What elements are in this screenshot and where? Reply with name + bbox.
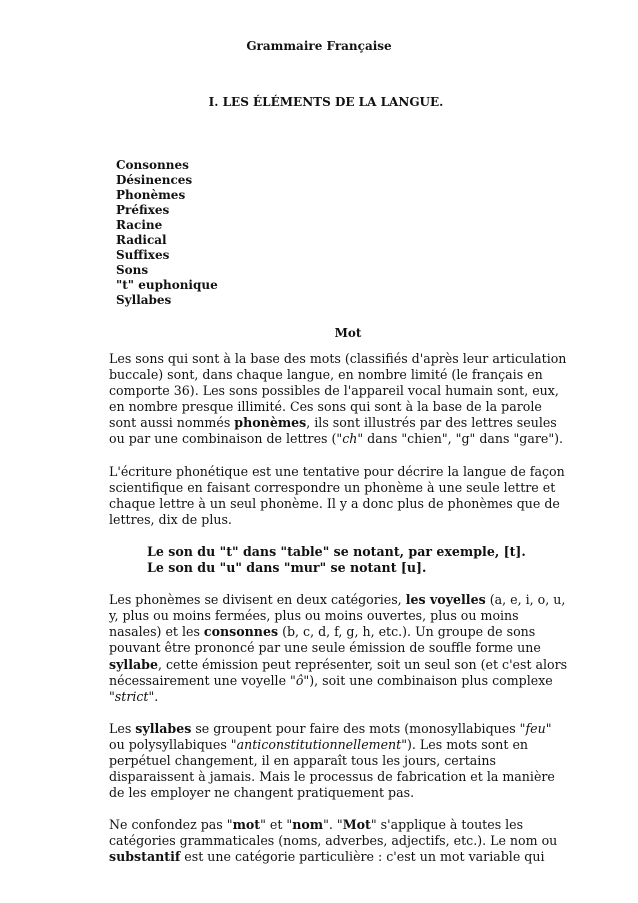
text-run: Les sons qui sont à la base des mots (classifiés d'après leur articulation buccale) sont, dans chaque langue, en nombre limité (le français en comporte 36). Les sons possibles de l'appareil vocal humain sont, eux, en nombre presque illimité. Ces sons qui sont à la base de la parole sont aussi nommés	[109, 351, 567, 431]
text-run: ". "	[323, 817, 343, 833]
bold-term: syllabes	[135, 720, 192, 736]
paragraph-categories	[109, 592, 569, 705]
list-item: Racine	[116, 218, 163, 232]
text-run: , ils sont illustrés par des lettres seules ou par une combinaison de lettres ("	[109, 415, 557, 447]
subsection-title: Mot	[334, 326, 362, 340]
bold-term: Mot	[342, 817, 371, 833]
paragraph-syllables	[109, 721, 569, 801]
list-item: Préfixes	[116, 203, 170, 217]
list-item: Désinences	[116, 173, 193, 187]
text-run: Les	[109, 720, 136, 736]
text-run: Les phonèmes se divisent en deux catégories,	[109, 592, 406, 608]
list-item: Phonèmes	[116, 188, 186, 202]
bold-term: consonnes	[203, 624, 279, 640]
bold-term: syllabe	[109, 656, 158, 672]
bold-term: phonèmes	[234, 415, 307, 431]
text-run: , cette émission peut représenter, soit un seul son (et c'est alors nécessairement une voyelle "	[109, 656, 568, 688]
italic-term: anticonstitutionnellement	[236, 736, 402, 752]
example-line: Le son du "t" dans "table" se notant, par exemple, [t].	[147, 543, 526, 559]
italic-term: ô	[295, 672, 304, 688]
text-run: "), soit une combinaison plus complexe "	[109, 672, 553, 704]
paragraph-mot-vs-nom	[109, 817, 569, 865]
paragraph-phonetic-writing: L'écriture phonétique est une tentative pour décrire la langue de façon scientifique en faisant correspondre un phonème à une seule lettre et chaque lettre à un seul phonème. Il y a donc plus de phonèmes que de lettres, dix de plus.	[109, 463, 565, 527]
text-run: ".	[148, 688, 159, 704]
list-item: Syllabes	[116, 293, 172, 307]
list-item: "t" euphonique	[116, 278, 218, 292]
list-item: Suffixes	[116, 248, 170, 262]
italic-term: strict	[114, 688, 149, 704]
text-run: "). Les mots sont en perpétuel changement, il en apparaît tous les jours, certains disparaissent à jamais. Mais le processus de fabrication et la manière de les employer ne changent pratiquement pas.	[109, 736, 555, 801]
bold-term: mot	[232, 817, 261, 833]
text-run: se groupent pour faire des mots (monosyllabiques "	[191, 720, 526, 736]
text-run: est une catégorie particulière : c'est un mot variable qui	[180, 849, 545, 865]
text-run: (b, c, d, f, g, h, etc.). Un groupe de sons pouvant être prononcé par une seule émission de souffle forme une	[109, 624, 541, 656]
list-item: Radical	[116, 233, 167, 247]
examples-block	[147, 544, 569, 576]
page-header: Grammaire Française	[246, 39, 392, 53]
italic-term: ch	[342, 431, 358, 447]
bold-term: nom	[292, 817, 324, 833]
text-run: " ou polysyllabiques "	[109, 720, 552, 752]
text-run: " et "	[260, 817, 293, 833]
italic-term: feu	[525, 720, 546, 736]
text-run: " s'applique à toutes les catégories grammaticales (noms, adverbes, adjectifs, etc.). Le nom ou	[109, 817, 558, 849]
list-item: Sons	[116, 263, 149, 277]
list-item: Consonnes	[116, 158, 189, 172]
text-run: " dans "chien", "g" dans "gare").	[357, 431, 564, 447]
topic-list	[116, 158, 218, 308]
bold-term: substantif	[109, 849, 181, 865]
text-run: (a, e, i, o, u, y, plus ou moins fermées, plus ou moins ouvertes, plus ou moins nasales) et les	[109, 592, 566, 640]
bold-term: les voyelles	[405, 592, 486, 608]
body-text	[109, 351, 569, 882]
paragraph-phonemes	[109, 351, 569, 448]
section-title: I. LES ÉLÉMENTS DE LA LANGUE.	[208, 95, 444, 109]
text-run: Ne confondez pas "	[109, 817, 233, 833]
example-line: Le son du "u" dans "mur" se notant [u].	[147, 560, 427, 576]
